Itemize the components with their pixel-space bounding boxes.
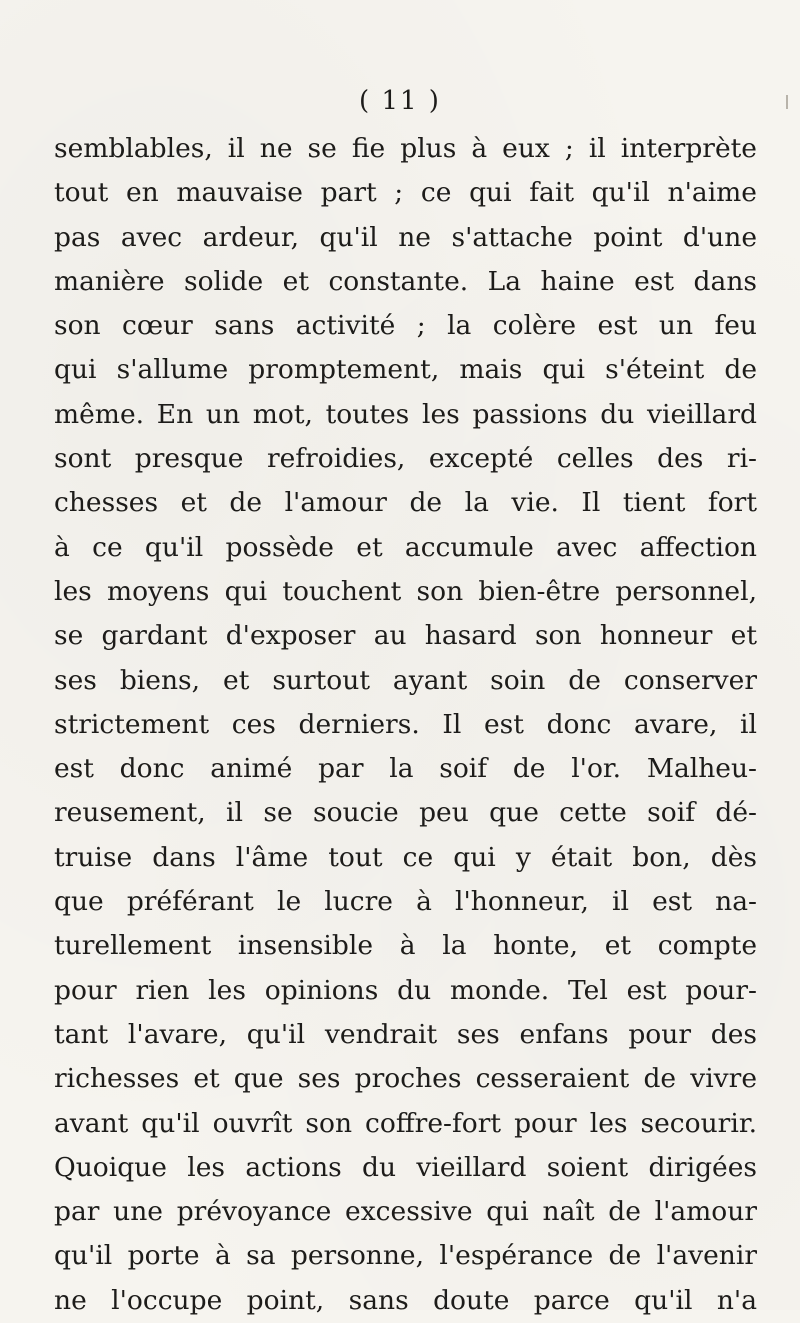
text-line: est donc animé par la soif de l'or. Malheu- [54, 753, 757, 785]
text-line: richesses et que ses proches cesseraient de vivre [54, 1063, 757, 1095]
text-line: pas avec ardeur, qu'il ne s'attache point d'une [54, 221, 757, 253]
text-line: turellement insensible à la honte, et compte [54, 930, 757, 962]
body-text [54, 127, 757, 1323]
text-line: strictement ces derniers. Il est donc avare, il [54, 708, 757, 740]
text-line: se gardant d'exposer au hasard son honneur et [54, 620, 757, 652]
text-line: avant qu'il ouvrît son coffre-fort pour les secourir. [54, 1107, 757, 1139]
text-line: par une prévoyance excessive qui naît de l'amour [54, 1196, 757, 1228]
text-line: truise dans l'âme tout ce qui y était bon, dès [54, 841, 757, 873]
text-line: tant l'avare, qu'il vendrait ses enfans pour des [54, 1018, 757, 1050]
text-line: son cœur sans activité ; la colère est un feu [54, 310, 757, 342]
text-line: qu'il porte à sa personne, l'espérance de l'avenir [54, 1240, 757, 1272]
text-line: ne l'occupe point, sans doute parce qu'il n'a [54, 1284, 757, 1316]
text-line: pour rien les opinions du monde. Tel est pour- [54, 974, 757, 1006]
text-line: chesses et de l'amour de la vie. Il tient fort [54, 487, 757, 519]
text-line: même. En un mot, toutes les passions du vieillard [54, 398, 757, 430]
text-line: les moyens qui touchent son bien-être personnel, [54, 575, 757, 607]
text-line: que préférant le lucre à l'honneur, il est na- [54, 886, 757, 918]
text-line: Quoique les actions du vieillard soient dirigées [54, 1151, 757, 1183]
text-line: tout en mauvaise part ; ce qui fait qu'il n'aime [54, 177, 757, 209]
text-line: qui s'allume promptement, mais qui s'éteint de [54, 354, 757, 386]
text-line: semblables, il ne se fie plus à eux ; il interprète [54, 133, 757, 164]
text-line: à ce qu'il possède et accumule avec affection [54, 531, 757, 563]
text-line: sont presque refroidies, excepté celles des ri- [54, 443, 757, 475]
text-line: ses biens, et surtout ayant soin de conserver [54, 664, 757, 696]
page-number: ( 11 ) [359, 86, 441, 116]
text-line: manière solide et constante. La haine est dans [54, 265, 757, 297]
text-line: reusement, il se soucie peu que cette soif dé- [54, 797, 757, 829]
